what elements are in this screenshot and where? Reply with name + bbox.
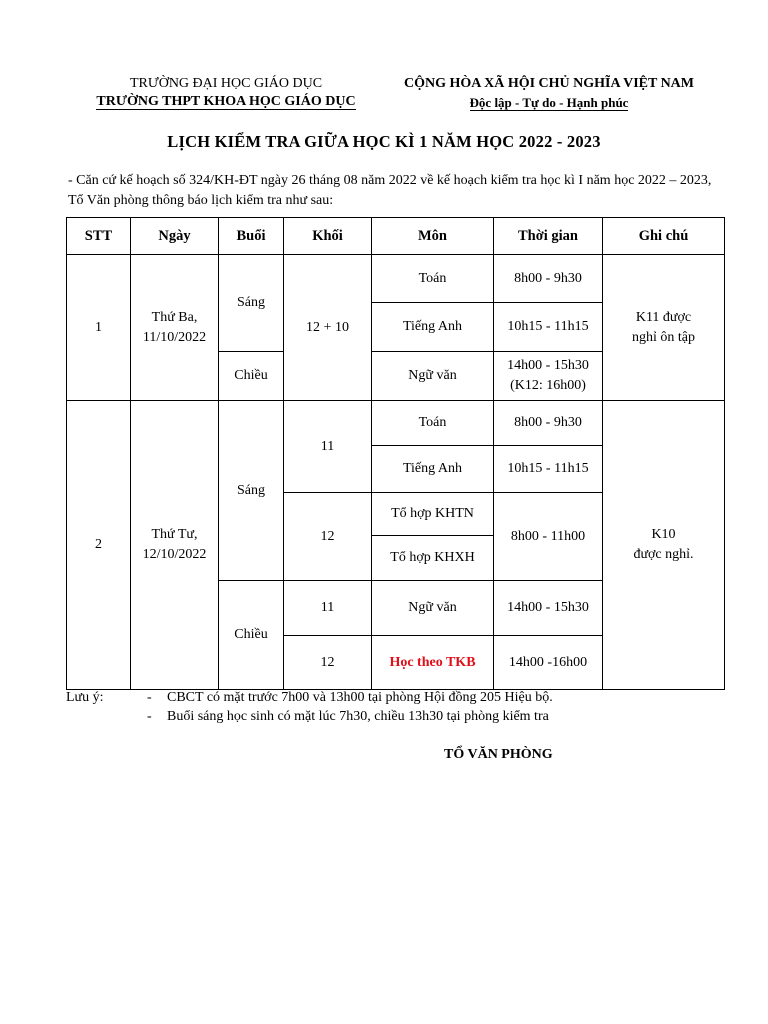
row1-note: K11 được nghỉ ôn tập (602, 254, 725, 401)
row1-time-english: 10h15 - 11h15 (493, 302, 603, 352)
row2-note: K10 được nghỉ. (602, 400, 725, 690)
notes-item-2: Buổi sáng học sinh có mặt lúc 7h30, chiều 13h30 tại phòng kiểm tra (167, 709, 549, 724)
row2-date: Thứ Tư, 12/10/2022 (130, 400, 219, 690)
row2-subject-regular-timetable: Học theo TKB (371, 635, 494, 690)
row1-subject-math: Toán (371, 254, 494, 303)
header-stt: STT (66, 217, 131, 255)
row2-time-literature: 14h00 - 15h30 (493, 580, 603, 636)
row2-time-combined: 8h00 - 11h00 (493, 492, 603, 581)
national-header (388, 76, 710, 111)
exam-schedule-table (66, 217, 725, 690)
national-motto: Độc lập - Tự do - Hạnh phúc (469, 95, 629, 110)
row2-time-math: 8h00 - 9h30 (493, 400, 603, 446)
header-grade: Khối (283, 217, 372, 255)
row2-time-regular: 14h00 -16h00 (493, 635, 603, 690)
row2-time-english: 10h15 - 11h15 (493, 445, 603, 493)
row2-subject-math: Toán (371, 400, 494, 446)
header-subject: Môn (371, 217, 494, 255)
row2-grade-11-afternoon: 11 (283, 580, 372, 636)
notes-dash-1: - (147, 690, 152, 705)
row2-subject-social-sciences: Tổ hợp KHXH (371, 535, 494, 581)
row2-subject-literature: Ngữ văn (371, 580, 494, 636)
header-date: Ngày (130, 217, 219, 255)
document-title: LỊCH KIỂM TRA GIỮA HỌC KÌ 1 NĂM HỌC 2022 - 2023 (167, 132, 601, 151)
row2-grade-12-morning: 12 (283, 492, 372, 581)
notes-item-1: CBCT có mặt trước 7h00 và 13h00 tại phòng Hội đồng 205 Hiệu bộ. (167, 690, 553, 705)
notes-dash-2: - (147, 709, 152, 724)
intro-paragraph: - Căn cứ kế hoạch số 324/KH-ĐT ngày 26 tháng 08 năm 2022 về kế hoạch kiểm tra học kì I năm học 2022 – 2023, Tổ Văn phòng thông báo lịch kiểm tra như sau: (68, 173, 712, 208)
notes-label: Lưu ý: (66, 690, 104, 705)
header-session: Buổi (218, 217, 284, 255)
row1-stt: 1 (66, 254, 131, 401)
signature-department: TỔ VĂN PHÒNG (444, 747, 553, 762)
row1-session-afternoon: Chiều (218, 351, 284, 401)
parent-institution: TRƯỜNG ĐẠI HỌC GIÁO DỤC (129, 76, 323, 91)
row1-subject-literature: Ngữ văn (371, 351, 494, 401)
row2-grade-11-morning: 11 (283, 400, 372, 493)
row2-session-morning: Sáng (218, 400, 284, 581)
national-title: CỘNG HÒA XÃ HỘI CHỦ NGHĨA VIỆT NAM (403, 76, 694, 91)
row1-time-math: 8h00 - 9h30 (493, 254, 603, 303)
row2-subject-natural-sciences: Tổ hợp KHTN (371, 492, 494, 536)
row1-date: Thứ Ba, 11/10/2022 (130, 254, 219, 401)
school-header (76, 76, 376, 110)
row2-grade-12-afternoon: 12 (283, 635, 372, 690)
row1-session-morning: Sáng (218, 254, 284, 352)
row2-stt: 2 (66, 400, 131, 690)
row2-session-afternoon: Chiều (218, 580, 284, 690)
school-name: TRƯỜNG THPT KHOA HỌC GIÁO DỤC (96, 94, 356, 109)
header-notes: Ghi chú (602, 217, 725, 255)
header-time: Thời gian (493, 217, 603, 255)
row1-grade: 12 + 10 (283, 254, 372, 401)
row1-time-literature: 14h00 - 15h30 (K12: 16h00) (493, 351, 603, 401)
row2-subject-english: Tiếng Anh (371, 445, 494, 493)
row1-subject-english: Tiếng Anh (371, 302, 494, 352)
